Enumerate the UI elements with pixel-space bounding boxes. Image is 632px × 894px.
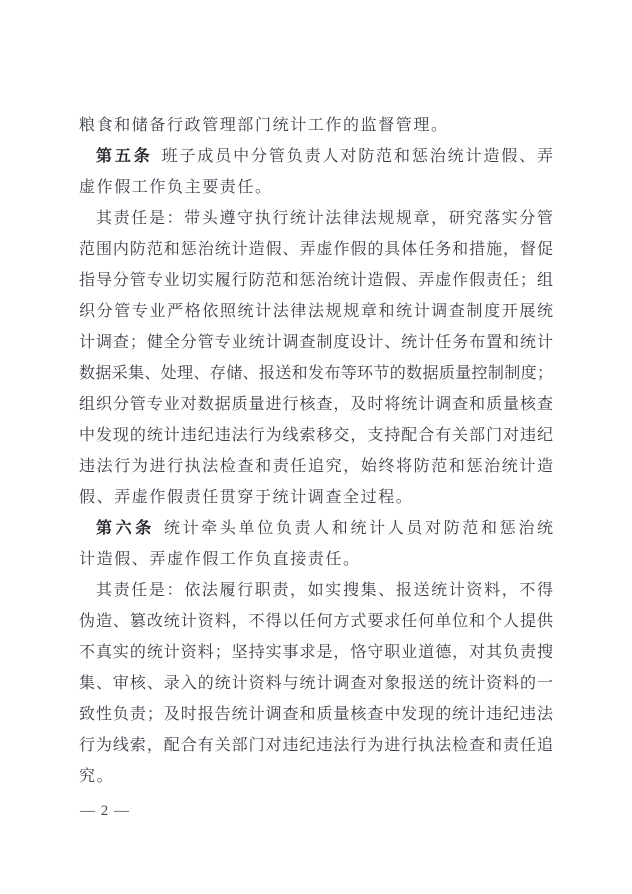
page-number: — 2 —	[80, 803, 130, 819]
text-line: 伪造、篡改统计资料，不得以任何方式要求任何单位和个人提供	[79, 613, 553, 630]
text-line: 其责任是：带头遵守执行统计法律法规规章，研究落实分管	[96, 210, 553, 227]
text-line	[79, 141, 553, 172]
text-line: 数据采集、处理、存储、报送和发布等环节的数据质量控制制度；	[79, 365, 553, 382]
text-line	[79, 513, 553, 544]
text-line: 违法行为进行执法检查和责任追究，始终将防范和惩治统计造	[79, 458, 553, 475]
document-body	[79, 110, 553, 792]
text-line: 究。	[79, 768, 115, 785]
article-number-5: 第五条	[96, 148, 153, 165]
article-number-6: 第六条	[96, 520, 155, 537]
article-5-title: 班子成员中分管负责人对防范和惩治统计造假、弄	[161, 148, 553, 165]
text-line: 集、审核、录入的统计资料与统计调查对象报送的统计资料的一	[79, 675, 553, 692]
text-line: 假、弄虚作假责任贯穿于统计调查全过程。	[79, 489, 414, 506]
text-line: 计调查；健全分管专业统计调查制度设计、统计任务布置和统计	[79, 334, 553, 351]
text-line: 中发现的统计违纪违法行为线索移交，支持配合有关部门对违纪	[79, 427, 553, 444]
text-line: 组织分管专业对数据质量进行核查，及时将统计调查和质量核查	[79, 396, 553, 413]
text-line: 指导分管专业切实履行防范和惩治统计造假、弄虚作假责任；组	[79, 272, 553, 289]
text-line: 行为线索，配合有关部门对违纪违法行为进行执法检查和责任追	[79, 737, 553, 754]
text-line: 其责任是：依法履行职责，如实搜集、报送统计资料，不得	[96, 582, 553, 599]
text-line: 织分管专业严格依照统计法律法规规章和统计调查制度开展统	[79, 303, 553, 320]
text-line: 致性负责；及时报告统计调查和质量核查中发现的统计违纪违法	[79, 706, 553, 723]
text-line: 虚作假工作负主要责任。	[79, 179, 273, 196]
text-line: 范围内防范和惩治统计造假、弄虚作假的具体任务和措施，督促	[79, 241, 553, 258]
text-line: 粮食和储备行政管理部门统计工作的监督管理。	[79, 117, 449, 134]
text-line: 不真实的统计资料；坚持实事求是，恪守职业道德，对其负责搜	[79, 644, 553, 661]
text-line: 计造假、弄虚作假工作负直接责任。	[79, 551, 361, 568]
article-6-title: 统计牵头单位负责人和统计人员对防范和惩治统	[163, 520, 553, 537]
